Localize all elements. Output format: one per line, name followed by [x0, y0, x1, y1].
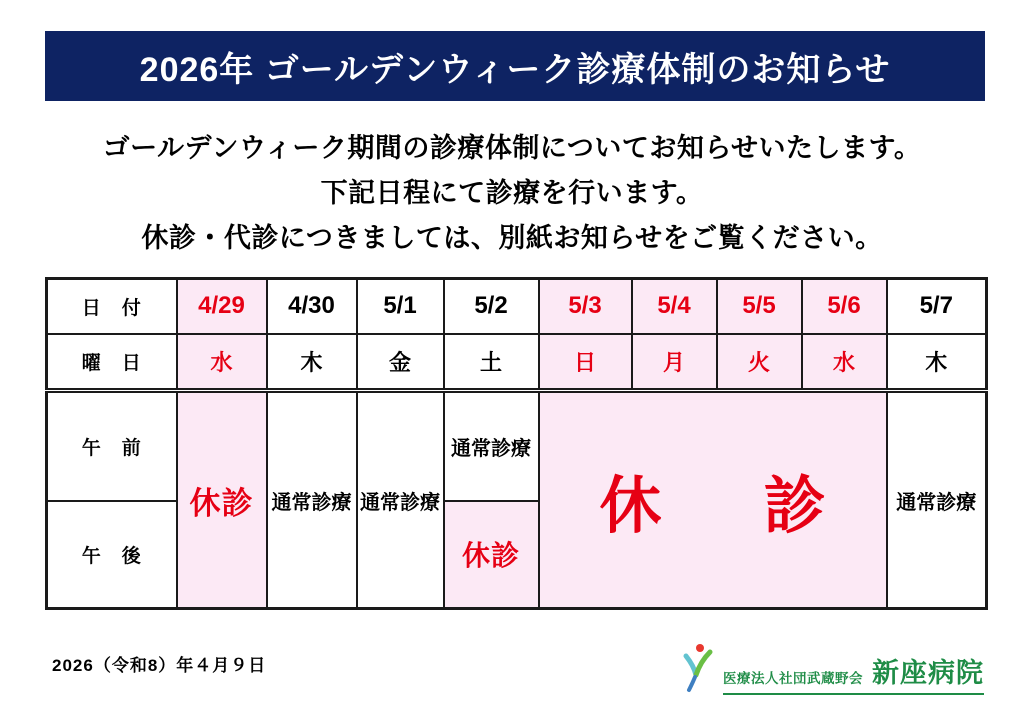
- date-cell-5-6: 5/6: [802, 279, 887, 334]
- day-cell-5-6: 水: [802, 334, 887, 391]
- date-cell-5-1: 5/1: [357, 279, 444, 334]
- date-cell-5-2: 5/2: [444, 279, 539, 334]
- schedule-cell-4-29-allday: 休診: [177, 391, 267, 609]
- date-row-label: 日 付: [47, 279, 177, 334]
- schedule-cell-5-2-morning: 通常診療: [444, 391, 539, 501]
- day-cell-5-2: 土: [444, 334, 539, 391]
- intro-line-1: ゴールデンウィーク期間の診療体制についてお知らせいたします。: [102, 133, 922, 163]
- day-cell-5-4: 月: [632, 334, 717, 391]
- schedule-cell-5-1-allday: 通常診療: [357, 391, 444, 609]
- date-cell-4-29: 4/29: [177, 279, 267, 334]
- schedule-cell-5-7-allday: 通常診療: [887, 391, 987, 609]
- title-banner: [45, 31, 985, 101]
- morning-row: [47, 391, 987, 501]
- date-cell-5-4: 5/4: [632, 279, 717, 334]
- day-row-label: 曜 日: [47, 334, 177, 391]
- page-title: 2026年 ゴールデンウィーク診療体制のお知らせ: [139, 50, 891, 89]
- schedule-table: [45, 277, 988, 610]
- date-cell-5-7: 5/7: [887, 279, 987, 334]
- intro-line-3: 休診・代診につきましては、別紙お知らせをご覧ください。: [141, 223, 883, 253]
- date-cell-5-5: 5/5: [717, 279, 802, 334]
- date-row: [47, 279, 987, 334]
- hospital-logo-text: [723, 651, 984, 695]
- issue-date: 2026（令和8）年４月９日: [52, 656, 267, 675]
- morning-row-label: 午 前: [47, 391, 177, 501]
- day-cell-4-30: 木: [267, 334, 357, 391]
- day-cell-5-5: 火: [717, 334, 802, 391]
- day-cell-4-29: 水: [177, 334, 267, 391]
- schedule-cell-4-30-allday: 通常診療: [267, 391, 357, 609]
- day-cell-5-7: 木: [887, 334, 987, 391]
- hospital-logo: [679, 643, 984, 695]
- day-cell-5-1: 金: [357, 334, 444, 391]
- day-row: [47, 334, 987, 391]
- schedule-cell-5-3-to-5-6-allday: 休 診: [539, 391, 887, 609]
- intro-paragraph: [0, 126, 1024, 261]
- logo-organization: 医療法人社団武蔵野会: [723, 671, 863, 686]
- logo-hospital-name: 新座病院: [872, 658, 984, 688]
- date-cell-5-3: 5/3: [539, 279, 632, 334]
- date-cell-4-30: 4/30: [267, 279, 357, 334]
- day-cell-5-3: 日: [539, 334, 632, 391]
- intro-line-2: 下記日程にて診療を行います。: [320, 178, 704, 208]
- sprout-person-icon: [679, 643, 717, 695]
- afternoon-row-label: 午 後: [47, 501, 177, 609]
- schedule-cell-5-2-afternoon: 休診: [444, 501, 539, 609]
